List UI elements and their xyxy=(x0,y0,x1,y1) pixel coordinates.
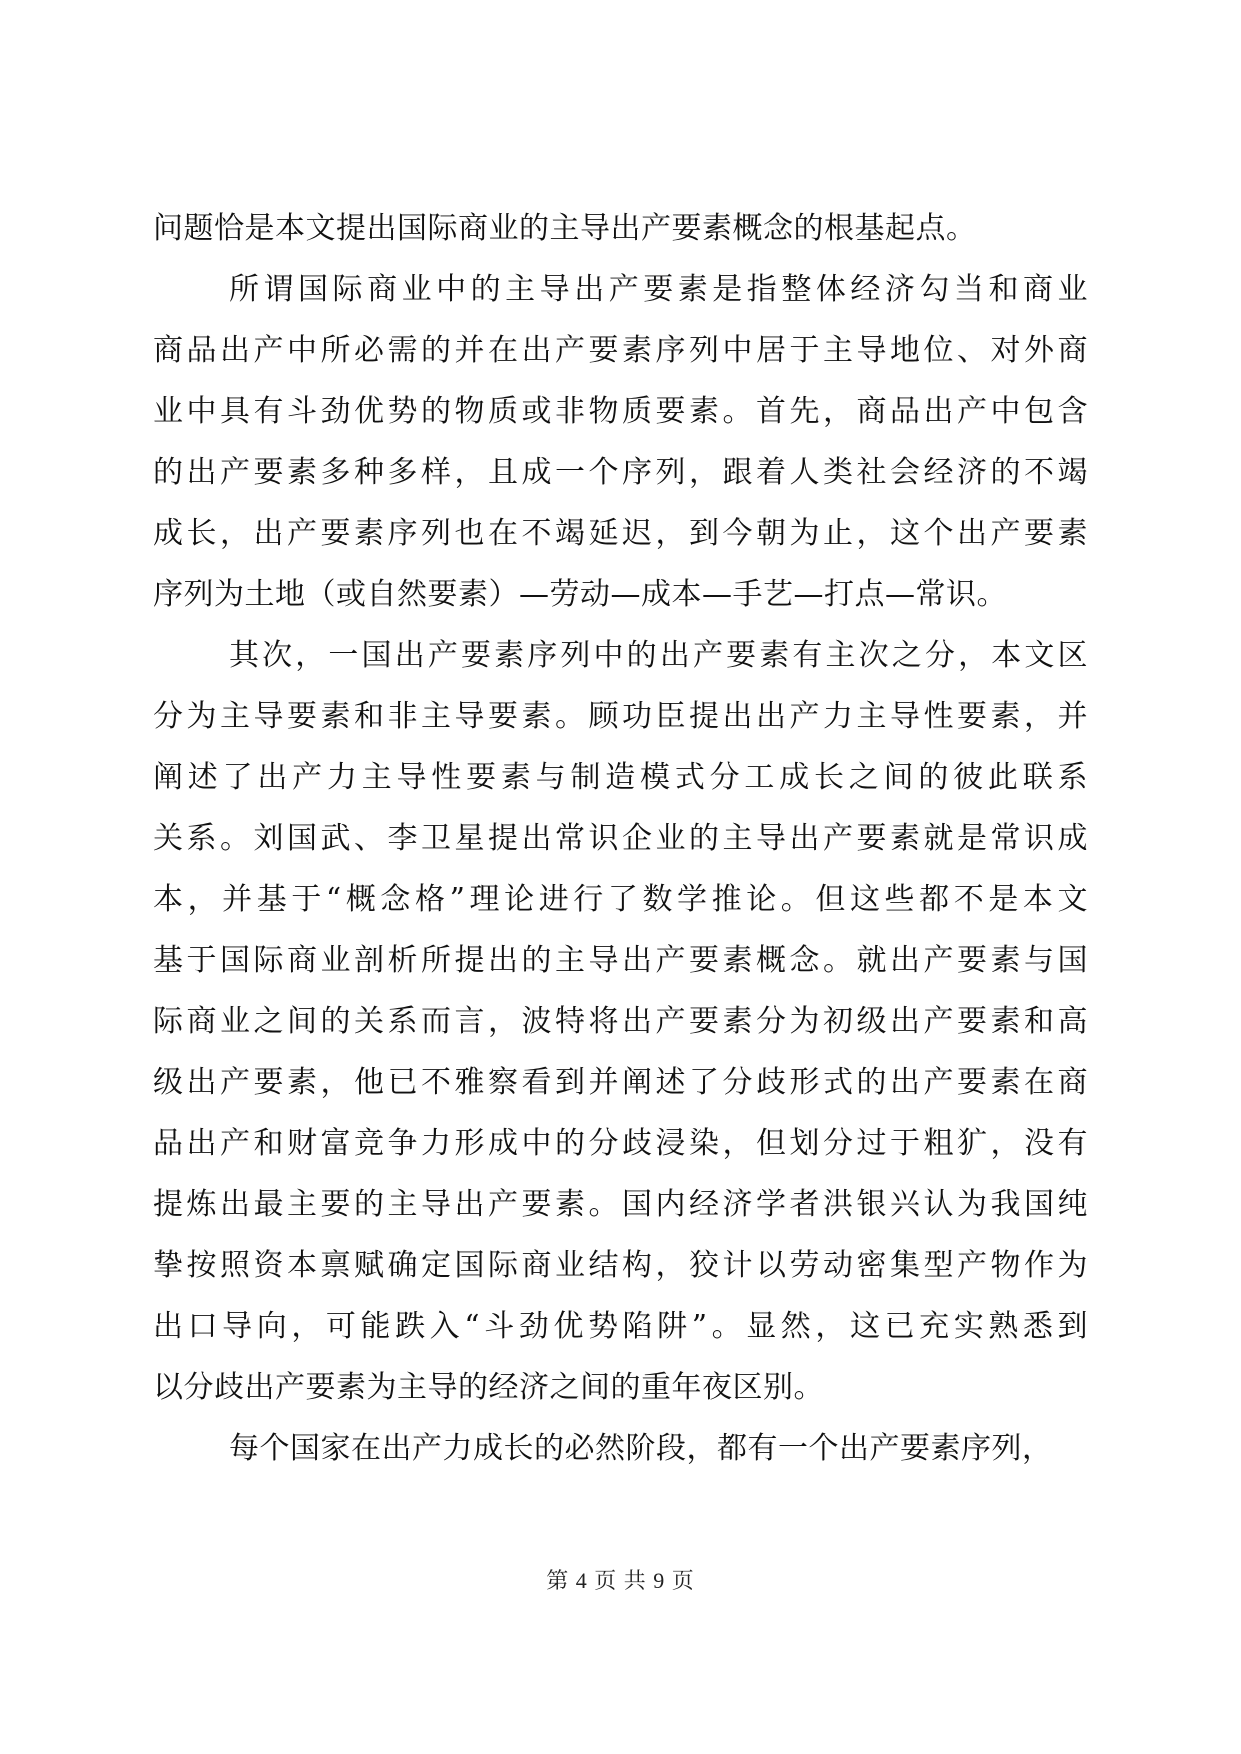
text-line: 业中具有斗劲优势的物质或非物质要素。首先，商品出产中包含 xyxy=(153,394,1088,429)
text-line: 以分歧出产要素为主导的经济之间的重年夜区别。 xyxy=(153,1370,824,1405)
text-line: 所谓国际商业中的主导出产要素是指整体经济勾当和商业 xyxy=(229,272,1088,307)
text-line: 其次，一国出产要素序列中的出产要素有主次之分，本文区 xyxy=(229,638,1088,673)
page-footer: 第 4 页 共 9 页 xyxy=(546,1568,695,1593)
text-line: 的出产要素多种多样，且成一个序列，跟着人类社会经济的不竭 xyxy=(153,455,1088,490)
text-line: 商品出产中所必需的并在出产要素序列中居于主导地位、对外商 xyxy=(153,333,1088,368)
text-line: 提炼出最主要的主导出产要素。国内经济学者洪银兴认为我国纯 xyxy=(153,1187,1088,1222)
text-line: 序列为土地（或自然要素）—劳动—成本—手艺—打点—常识。 xyxy=(153,577,1007,612)
text-line: 本，并基于“概念格”理论进行了数学推论。但这些都不是本文 xyxy=(153,882,1088,917)
text-line: 挚按照资本禀赋确定国际商业结构，狡计以劳动密集型产物作为 xyxy=(153,1248,1088,1283)
text-line: 际商业之间的关系而言，波特将出产要素分为初级出产要素和高 xyxy=(153,1004,1088,1039)
text-line: 基于国际商业剖析所提出的主导出产要素概念。就出产要素与国 xyxy=(153,943,1088,978)
text-line: 出口导向，可能跌入“斗劲优势陷阱”。显然，这已充实熟悉到 xyxy=(153,1309,1088,1344)
text-line: 关系。刘国武、李卫星提出常识企业的主导出产要素就是常识成 xyxy=(153,821,1088,856)
body-text xyxy=(153,198,1088,1479)
text-line: 问题恰是本文提出国际商业的主导出产要素概念的根基起点。 xyxy=(153,211,977,246)
text-line: 级出产要素，他已不雅察看到并阐述了分歧形式的出产要素在商 xyxy=(153,1065,1088,1100)
text-line: 每个国家在出产力成长的必然阶段，都有一个出产要素序列， xyxy=(229,1431,1053,1466)
text-line: 阐述了出产力主导性要素与制造模式分工成长之间的彼此联系 xyxy=(153,760,1088,795)
text-line: 分为主导要素和非主导要素。顾功臣提出出产力主导性要素，并 xyxy=(153,699,1088,734)
text-line: 品出产和财富竞争力形成中的分歧浸染，但划分过于粗犷，没有 xyxy=(153,1126,1088,1161)
text-line: 成长，出产要素序列也在不竭延迟，到今朝为止，这个出产要素 xyxy=(153,516,1088,551)
